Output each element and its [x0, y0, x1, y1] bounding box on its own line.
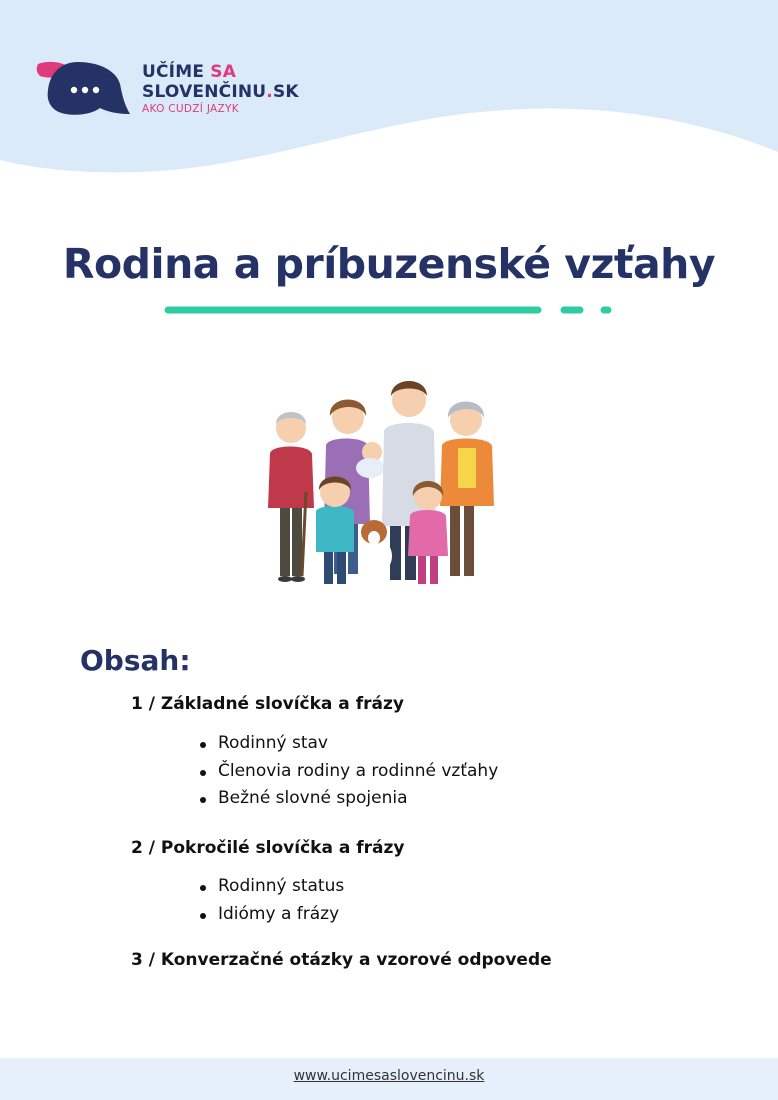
section-2-heading: 2 / Pokročilé slovíčka a frázy — [131, 838, 405, 858]
section-3-heading: 3 / Konverzačné otázky a vzorové odpovede — [131, 950, 552, 970]
logo-text-part: UČÍME — [142, 62, 211, 82]
grandfather-figure — [268, 412, 314, 582]
list-item: Bežné slovné spojenia — [196, 785, 498, 813]
logo-line-1 — [142, 62, 299, 82]
logo-tagline: AKO CUDZÍ JAZYK — [142, 103, 239, 115]
logo[interactable] — [34, 60, 304, 122]
logo-text-accent: SA — [210, 62, 237, 82]
section-1-list — [196, 730, 498, 813]
list-item: Rodinný status — [196, 873, 344, 901]
logo-text-part: SLOVENČINU — [142, 82, 267, 102]
dog-figure — [360, 520, 392, 584]
list-item: Rodinný stav — [196, 730, 498, 758]
grandmother-figure — [440, 402, 494, 577]
logo-wordmark — [142, 62, 299, 115]
website-link[interactable]: www.ucimesaslovencinu.sk — [293, 1068, 485, 1084]
speech-bubble-icon — [34, 60, 132, 118]
list-item: Idiómy a frázy — [196, 901, 344, 929]
logo-text-dot: . — [266, 82, 273, 102]
section-1-heading: 1 / Základné slovíčka a frázy — [131, 694, 404, 714]
section-2-list — [196, 873, 344, 928]
page-title: Rodina a príbuzenské vzťahy — [62, 240, 716, 288]
contents-heading: Obsah: — [80, 644, 191, 677]
footer — [0, 1058, 778, 1100]
logo-text-part: SK — [272, 82, 299, 102]
logo-line-2 — [142, 82, 299, 102]
list-item: Členovia rodiny a rodinné vzťahy — [196, 758, 498, 786]
family-illustration — [258, 372, 510, 594]
title-underline — [160, 302, 620, 318]
